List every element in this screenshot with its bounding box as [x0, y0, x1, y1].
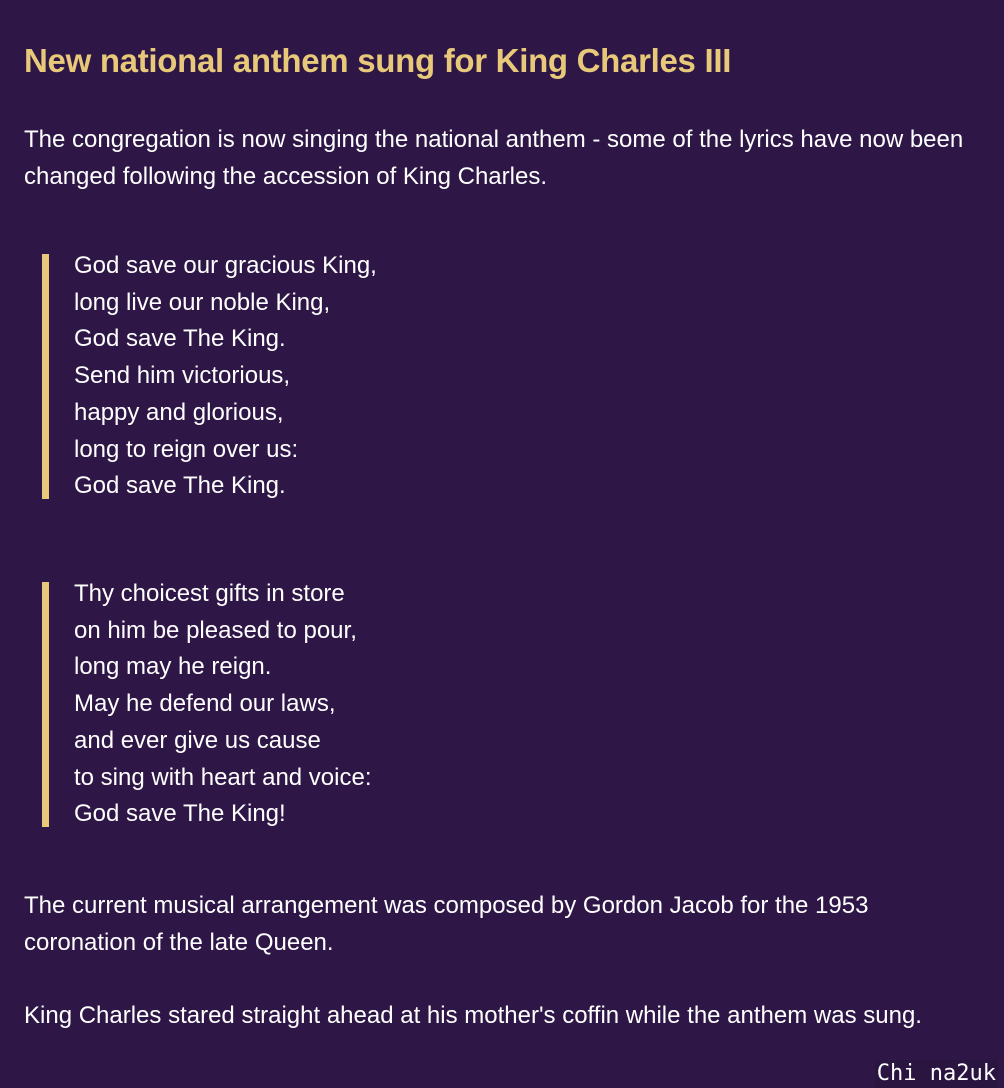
verse-line: God save The King.: [74, 325, 286, 353]
verse-line: Send him victorious,: [74, 362, 291, 390]
verse-line: to sing with heart and voice:: [74, 763, 372, 791]
blockquote-bar: [42, 254, 49, 499]
verse-line: long live our noble King,: [74, 288, 331, 316]
verse-line: May he defend our laws,: [74, 690, 336, 718]
verse-line: long may he reign.: [74, 653, 272, 681]
intro-paragraph: The congregation is now singing the national anthem - some of the lyrics have now been changed following the accession of King Charles.: [24, 126, 964, 190]
verse-line: on him be pleased to pour,: [74, 616, 357, 644]
verse-line: God save The King.: [74, 472, 286, 500]
verse-lines: [74, 576, 372, 833]
verse-lines: [74, 248, 377, 505]
arrangement-paragraph: The current musical arrangement was composed by Gordon Jacob for the 1953 coronation of the late Queen.: [24, 892, 869, 956]
blockquote-bar: [42, 582, 49, 827]
verse-line: God save our gracious King,: [74, 252, 377, 279]
verse-line: happy and glorious,: [74, 398, 284, 426]
coffin-paragraph: King Charles stared straight ahead at his mother's coffin while the anthem was sung.: [24, 1002, 922, 1029]
verse-line: and ever give us cause: [74, 726, 321, 754]
verse-line: Thy choicest gifts in store: [74, 580, 345, 607]
article-headline: New national anthem sung for King Charles III: [24, 42, 732, 79]
verse-line: God save The King!: [74, 800, 286, 828]
verse-line: long to reign over us:: [74, 435, 299, 463]
source-watermark: Chi na2uk: [876, 1061, 996, 1086]
